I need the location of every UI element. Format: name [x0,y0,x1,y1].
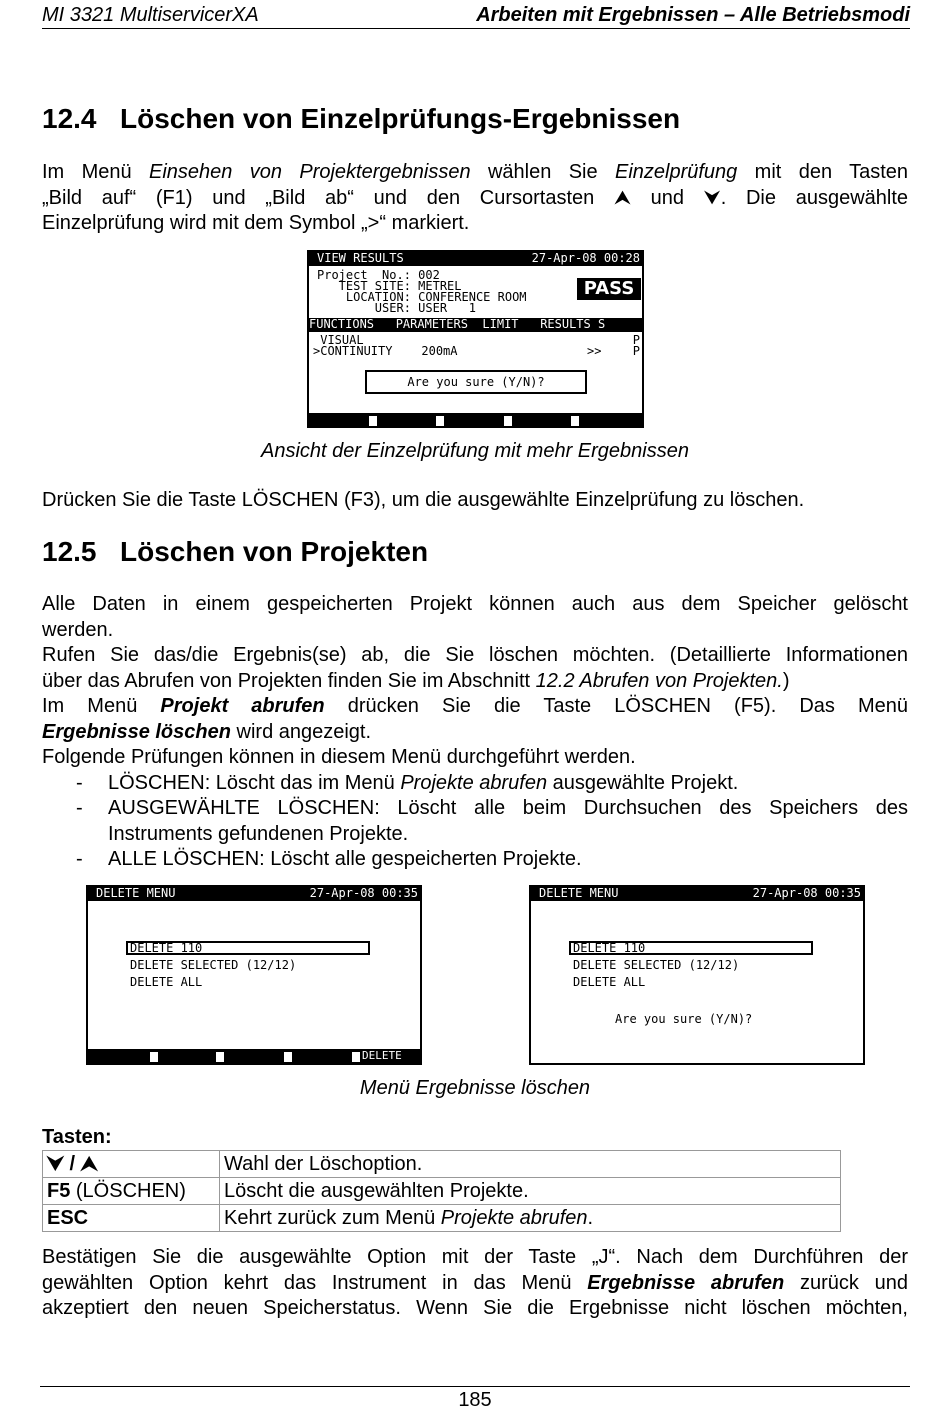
delete-options-list [42,771,908,873]
keys-table [42,1150,841,1232]
table-row: ESC Kehrt zurück zum Menü Projekte abrufen. [43,1205,841,1232]
page-number: 185 [40,1386,910,1412]
table-row: ⮟ / ⮝ Wahl der Löschoption. [43,1151,841,1178]
option-delete-selected: DELETE SELECTED (12/12) [130,958,297,972]
pass-badge: PASS [577,278,641,300]
delete-menu-screen-left: DELETE MENU 27-Apr-08 00:35 DELETE 110 DELETE SELECTED (12/12) DELETE ALL DELETE [86,885,422,1065]
header-manual-name: MI 3321 MultiservicerXA [42,4,259,26]
fkey-delete-label: DELETE [362,1049,402,1062]
paragraph-press-delete: Drücken Sie die Taste LÖSCHEN (F3), um die ausgewählte Einzelprüfung zu löschen. [42,489,805,511]
list-item: - AUSGEWÄHLTE LÖSCHEN: Löscht alle beim Durchsuchen des Speichers des Instruments gefundenen Projekte. [42,796,908,847]
option-delete-all: DELETE ALL [130,975,203,989]
list-item: - ALLE LÖSCHEN: Löscht alle gespeicherten Projekte. [42,847,908,873]
keys-heading: Tasten: [42,1126,112,1148]
section-body-12-5: Alle Daten in einem gespeicherten Projekt können auch aus dem Speicher gelöscht werden. Rufen Sie das/die Ergebnis(se) ab, die Sie löschen möchten. (Detaillierte Informationen über das Abrufen von Projekten finden Sie im Abschnitt 12.2 Abrufen von Projekten.) Im Menü Projekt abrufen drücken Sie die Taste LÖSCHEN (F5). Das Menü Ergebnisse löschen wird angezeigt. Folgende Prüfungen können in diesem Menü durchgeführt werden. - LÖSCHEN: Löscht das im Menü Projekte abrufen ausgewählte Projekt. - AUSGEWÄHLTE LÖSCHEN: Löscht alle beim Durchsuchen des Speichers des Instruments gefundenen Projekte. - ALLE LÖSCHEN: Löscht alle gespeicherten Projekte. [42,592,908,873]
confirm-dialog: Are you sure (Y/N)? [365,370,587,394]
header-chapter-title: Arbeiten mit Ergebnissen – Alle Betriebsmodi [476,4,910,26]
option-delete-all: DELETE ALL [573,975,646,989]
results-columns: FUNCTIONS PARAMETERS LIMIT RESULTS S [309,318,642,332]
function-key-bar [309,413,642,426]
page-header [42,4,910,29]
option-delete-110: DELETE 110 [130,941,203,955]
view-results-screen: VIEW RESULTS 27-Apr-08 00:28 Project No.: 002 TEST SITE: METREL LOCATION: CONFERENCE ROOM USER: USER 1 PASS FUNCTIONS PARAMETERS LIMIT RESULTS S VISUAL P >CONTINUITY 200mA >> P Are you sure (Y/N)? [307,250,644,428]
paragraph-select-test: Im Menü Einsehen von Projektergebnissen wählen Sie Einzelprüfung mit den Tasten „Bild auf“ (F1) und „Bild ab“ und den Cursortasten ⮝ und ⮟. Die ausgewählte Einzelprüfung wird mit dem Symbol „>“ markiert. [42,161,908,234]
section-heading-12-4: 12.4 Löschen von Einzelprüfungs-Ergebnissen [42,103,681,134]
option-delete-selected: DELETE SELECTED (12/12) [573,958,740,972]
paragraph-confirm: Bestätigen Sie die ausgewählte Option mit der Taste „J“. Nach dem Durchführen der gewählten Option kehrt das Instrument in das Menü Ergebnisse abrufen zurück und akzeptiert den neuen Speicherstatus. Wenn Sie die Ergebnisse nicht löschen möchten, [42,1246,909,1319]
figure-caption-1: Ansicht der Einzelprüfung mit mehr Ergebnissen [261,440,689,462]
confirm-prompt: Are you sure (Y/N)? [615,1012,753,1026]
option-delete-110: DELETE 110 [573,941,646,955]
figure-caption-2: Menü Ergebnisse löschen [359,1077,591,1099]
delete-menu-screen-right: DELETE MENU 27-Apr-08 00:35 DELETE 110 DELETE SELECTED (12/12) DELETE ALL Are you sure (Y/N)? [529,885,865,1065]
section-heading-12-5: 12.5 Löschen von Projekten [42,536,429,567]
table-row: F5 (LÖSCHEN) Löscht die ausgewählten Projekte. [43,1178,841,1205]
function-key-bar [88,1049,420,1063]
list-item: - LÖSCHEN: Löscht das im Menü Projekte abrufen ausgewählte Projekt. [42,771,908,797]
